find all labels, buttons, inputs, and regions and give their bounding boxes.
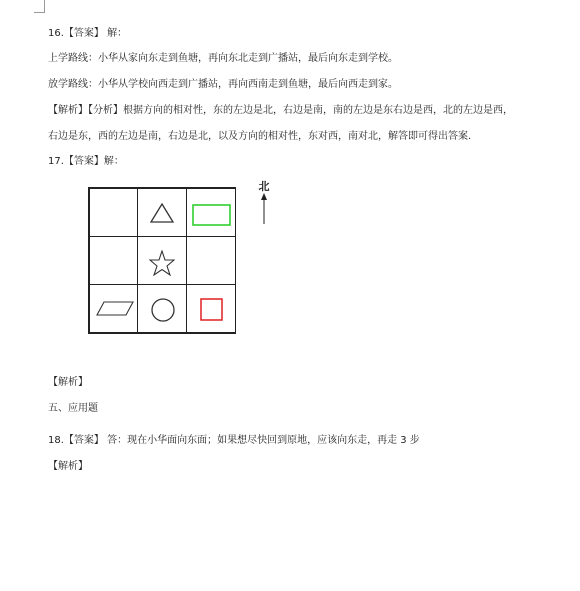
north-indicator	[256, 178, 272, 226]
q16-analysis-line2: 右边是东，西的左边是南，右边是北，以及方向的相对性，东对西，南对北，解答即可得出答案.	[48, 131, 472, 142]
section-heading: 五、应用题	[48, 403, 98, 414]
grid-cell-circle	[137, 284, 187, 333]
north-arrow-icon	[259, 193, 269, 225]
circle-icon	[150, 297, 176, 323]
q18-analysis: 【解析】	[48, 461, 88, 472]
grid-cell-square	[186, 284, 236, 333]
red-square-icon	[200, 298, 224, 322]
q16-label: 16.【答案】 解：	[48, 28, 128, 39]
grid-cell-empty	[89, 188, 139, 237]
grid-cell-empty	[89, 236, 139, 285]
q18-answer: 18.【答案】 答：现在小华面向东面；如果想尽快回到原地，应该向东走，再走 3 步	[48, 435, 420, 446]
grid-cell-triangle	[137, 188, 187, 237]
q16-analysis-line1: 【解析】【分析】根据方向的相对性，东的左边是北，右边是南，南的左边是东右边是西，北的左边是西，	[48, 105, 513, 116]
q16-school-route: 上学路线：小华从家向东走到鱼塘，再向东北走到广播站，最后向东走到学校。	[48, 53, 398, 64]
position-grid	[88, 187, 236, 334]
grid-cell-rectangle	[186, 188, 236, 237]
triangle-icon	[150, 203, 174, 223]
q17-analysis: 【解析】	[48, 377, 88, 388]
grid-cell-empty	[186, 236, 236, 285]
grid-cell-parallelogram	[89, 284, 139, 333]
grid-cell-star	[137, 236, 187, 285]
star-icon	[149, 250, 175, 276]
parallelogram-icon	[96, 301, 134, 317]
green-rectangle-icon	[192, 204, 232, 226]
north-label: 北	[258, 180, 270, 193]
q16-home-route: 放学路线：小华从学校向西走到广播站，再向西南走到鱼塘，最后向西走到家。	[48, 79, 398, 90]
q17-label: 17.【答案】解：	[48, 156, 124, 167]
page-corner-mark	[34, 0, 45, 13]
